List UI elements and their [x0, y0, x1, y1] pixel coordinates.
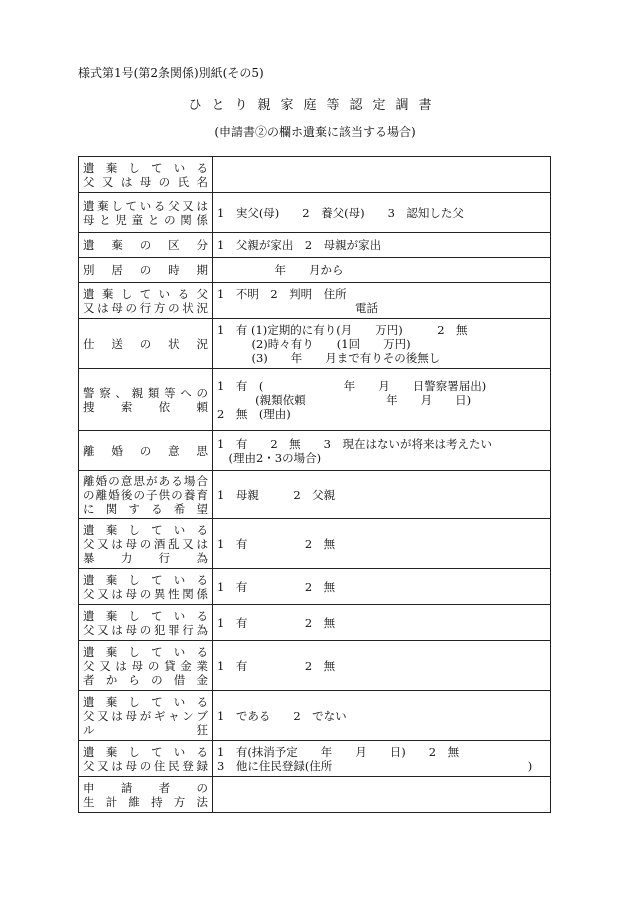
table-row	[79, 157, 551, 193]
row-label-line: 母と児童との関係	[83, 212, 208, 227]
row-value[interactable]	[213, 691, 551, 741]
row-label-line: 離婚の意思	[83, 443, 208, 458]
row-value-line: 1 有 2 無	[217, 615, 336, 630]
row-label-line: 暴力行為	[83, 550, 208, 565]
row-value-line: (親類依頼 年 月 日)	[217, 392, 472, 407]
row-label-line: ル狂	[83, 722, 208, 737]
row-label-line: 生計維持方法	[83, 794, 208, 809]
row-value-line: 1 母親 2 父親	[217, 487, 336, 502]
table-row	[79, 471, 551, 519]
row-label-line: 父又は母の貸金業	[83, 658, 208, 673]
row-label-line: 遺 棄 し て い る 父	[83, 286, 208, 301]
row-value-line: 1 有 ( 年 月 日警察署届出)	[217, 378, 487, 393]
row-value[interactable]	[213, 369, 551, 431]
row-label-line: 遺 棄 し て い る	[83, 572, 208, 587]
row-value[interactable]	[213, 741, 551, 777]
row-label-line: 遺 棄 し て い る	[83, 744, 208, 759]
row-label-line: 別居の時期	[83, 263, 208, 277]
row-label	[79, 319, 213, 369]
row-label	[79, 157, 213, 193]
row-label	[79, 741, 213, 777]
row-value[interactable]	[213, 431, 551, 471]
row-value-line: 電話	[217, 300, 378, 315]
row-label-line: 父 又 は 母 の 氏 名	[83, 174, 208, 189]
table-row	[79, 431, 551, 471]
row-value-line: 3 他に住民登録(住所 )	[217, 758, 533, 773]
row-label-line: 警察、親類等への	[83, 385, 208, 400]
row-label-line: 又は母の行方の状況	[83, 300, 208, 315]
form-id: 様式第1号(第2条関係)別紙(その5)	[78, 66, 264, 80]
row-value-line: 1 有 2 無	[217, 658, 336, 673]
table-row	[79, 777, 551, 813]
row-label-line: 父又は母の住民登録	[83, 758, 208, 773]
row-label-line: 遺 棄 し て い る	[83, 644, 208, 659]
table-row	[79, 741, 551, 777]
row-label	[79, 283, 213, 319]
row-label-line: 申請者の	[83, 780, 208, 795]
row-value[interactable]	[213, 519, 551, 569]
row-value[interactable]	[213, 319, 551, 369]
row-label-line: 仕送の状況	[83, 336, 208, 351]
row-value[interactable]	[213, 233, 551, 258]
row-label	[79, 641, 213, 691]
document-subtitle: (申請書②の欄ホ遺棄に該当する場合)	[214, 125, 416, 139]
row-label	[79, 258, 213, 283]
row-value[interactable]	[213, 777, 551, 813]
row-label-line: 遺 棄 し て い る	[83, 608, 208, 623]
table-row	[79, 193, 551, 233]
row-value[interactable]	[213, 258, 551, 283]
row-value-line: 1 父親が家出 2 母親が家出	[217, 238, 382, 252]
row-label-line: 遺 棄 し て い る	[83, 694, 208, 709]
row-label	[79, 193, 213, 233]
row-label-line: 遺棄の区分	[83, 238, 208, 252]
row-label	[79, 569, 213, 605]
row-value-line: 1 実父(母) 2 養父(母) 3 認知した父	[217, 205, 464, 220]
row-value-line: (3) 年 月まで有りその後無し	[217, 350, 441, 365]
row-label-line: 離婚の意思がある場合	[83, 473, 208, 488]
row-value[interactable]	[213, 283, 551, 319]
row-label-line: 父又は母の異性関係	[83, 586, 208, 601]
row-label-line: 遺 棄 し て い る	[83, 522, 208, 537]
row-label	[79, 471, 213, 519]
row-value-line: 2 無 (理由)	[217, 406, 291, 421]
document-title: ひとり親家庭等認定調書	[188, 98, 442, 113]
row-label-line: 遺 棄 し て い る	[83, 160, 208, 175]
row-value-line: 1 有(抹消予定 年 月 日) 2 無	[217, 744, 460, 759]
row-value[interactable]	[213, 641, 551, 691]
row-label	[79, 605, 213, 641]
row-value-line: 1 である 2 でない	[217, 708, 347, 723]
table-row	[79, 519, 551, 569]
table-row	[79, 691, 551, 741]
certification-table	[78, 156, 551, 813]
table-row	[79, 569, 551, 605]
row-value-line: 1 有 2 無	[217, 536, 336, 551]
row-value-line: (理由2・3の場合)	[217, 450, 322, 465]
row-value-line: 1 有 (1)定期的に有り(月 万円) 2 無	[217, 322, 468, 337]
row-label-line: の離婚後の子供の養育	[83, 487, 208, 502]
row-value-line: 1 不明 2 判明 住所	[217, 286, 347, 301]
row-value-line: 1 有 2 無	[217, 579, 336, 594]
table-row	[79, 641, 551, 691]
row-value[interactable]	[213, 569, 551, 605]
row-value-line: (2)時々有り (1回 万円)	[217, 336, 411, 351]
row-label-line: 者からの借金	[83, 672, 208, 687]
row-label	[79, 691, 213, 741]
table-row	[79, 258, 551, 283]
row-label-line: 捜索依頼	[83, 399, 208, 414]
table-row	[79, 283, 551, 319]
row-value[interactable]	[213, 471, 551, 519]
row-label-line: 父又は母がギャンブ	[83, 708, 208, 723]
row-label	[79, 777, 213, 813]
table-row	[79, 605, 551, 641]
row-value[interactable]	[213, 193, 551, 233]
row-label-line: 父又は母の犯罪行為	[83, 622, 208, 637]
row-label-line: に関する希望	[83, 501, 208, 516]
row-value[interactable]	[213, 157, 551, 193]
row-label	[79, 233, 213, 258]
row-label-line: 遺棄している父又は	[83, 198, 208, 213]
row-label	[79, 519, 213, 569]
table-row	[79, 233, 551, 258]
row-label	[79, 431, 213, 471]
row-value[interactable]	[213, 605, 551, 641]
table-row	[79, 319, 551, 369]
row-label-line: 父又は母の酒乱又は	[83, 536, 208, 551]
row-label	[79, 369, 213, 431]
table-row	[79, 369, 551, 431]
row-value-line: 1 有 2 無 3 現在はないが将来は考えたい	[217, 436, 492, 451]
row-value-line: 年 月から	[217, 263, 344, 277]
